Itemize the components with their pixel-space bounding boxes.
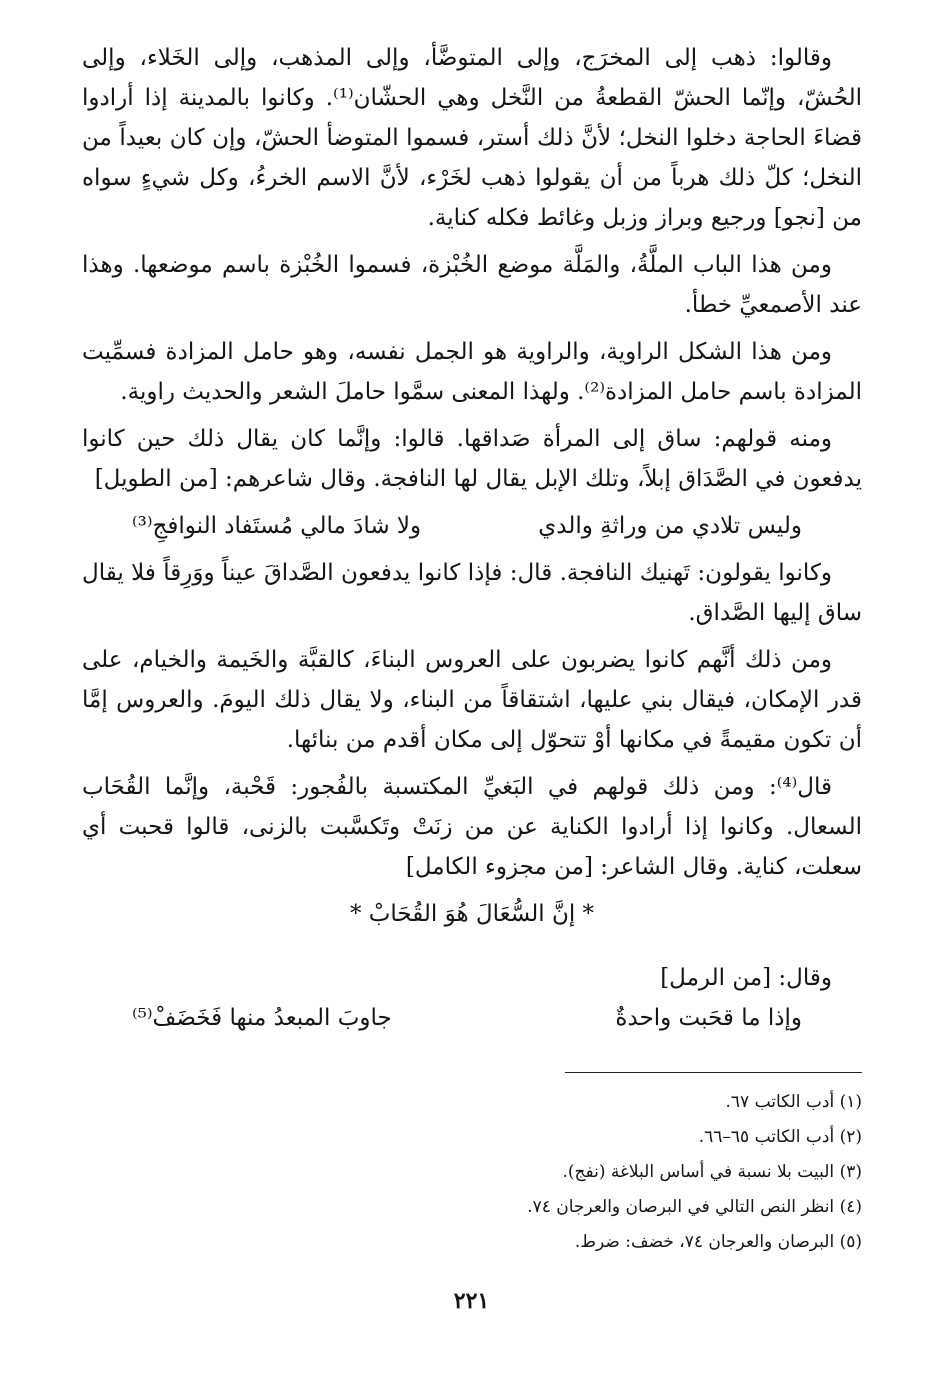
paragraph-5: وكانوا يقولون: تَهنيك النافجة. قال: فإذا كانوا يدفعون الصَّداقَ عيناً ووَرِقاً فلا يقال ساق إليها الصَّداق. — [82, 560, 862, 626]
footnote — [420, 1225, 862, 1260]
paragraph-6: ومن ذلك أنَّهم كانوا يضربون على العروس البناءَ، كالقبَّة والخَيمة والخيام، على قدر الإمكان، فيقال بني عليها، اشتقاقاً من البناء، ولا يقال ذلك اليومَ. والعروس إمَّا أن تكون مقيمةً في مكانها أوْ تتحوّل إلى مكان أقدم من بنائها. — [82, 647, 862, 753]
footnote-number: (٢) — [839, 1127, 862, 1147]
footnote — [420, 1155, 862, 1190]
paragraph-4: ومنه قولهم: ساق إلى المرأة صَداقها. قالوا: وإنَّما كان يقال ذلك حين كانوا يدفعون في الصَّدَاق إبلاً، وتلك الإبل يقال لها النافجة. وقال شاعرهم: [من الطويل] — [82, 426, 862, 492]
footnote-number: (٥) — [839, 1232, 862, 1252]
footnote-text: البيت بلا نسبة في أساس البلاغة (نفج). — [562, 1162, 835, 1182]
main-text — [82, 38, 862, 1045]
hemistich-kamil: * إنَّ السُّعَالَ هُوَ القُحَابْ * — [349, 901, 595, 927]
footnotes — [420, 1085, 862, 1260]
paragraph-2: ومن هذا الباب الملَّةُ، والمَلَّة موضع الخُبْزة، فسموا الخُبْزة باسم موضعها. وهذا عند الأصمعيِّ خطأ. — [82, 252, 862, 318]
footnote — [420, 1190, 862, 1225]
footnote-text: أدب الكاتب ٦٧. — [725, 1092, 835, 1112]
footnote-text: انظر النص التالي في البرصان والعرجان ٧٤. — [527, 1197, 835, 1217]
page-number: ٢٢١ — [453, 1288, 490, 1314]
verse-ramal — [82, 998, 862, 1038]
ramal-intro: وقال: [من الرمل] — [660, 965, 832, 991]
footnote-separator — [565, 1072, 862, 1073]
footnote — [420, 1120, 862, 1155]
verse-second-hemistich: جاوبَ المبعدُ منها فَخَضَفْ⁽⁵⁾ — [132, 1005, 392, 1031]
paragraph-3: ومن هذا الشكل الراوية، والراوية هو الجمل نفسه، وهو حامل المزادة فسمِّيت المزادة باسم حامل المزادة⁽²⁾. ولهذا المعنى سمَّوا حاملَ الشعر والحديث راوية. — [82, 339, 862, 405]
footnote-text: أدب الكاتب ٦٥–٦٦. — [698, 1127, 835, 1147]
footnote-number: (٣) — [839, 1162, 862, 1182]
footnote-number: (١) — [839, 1092, 862, 1112]
paragraph-1: وقالوا: ذهب إلى المخرَج، وإلى المتوضَّأ، وإلى المذهب، وإلى الخَلاء، وإلى الحُشّ، وإنّما الحشّ القطعةُ من النَّخل وهي الحشّان⁽¹⁾. وكانوا بالمدينة إذا أرادوا قضاءَ الحاجة دخلوا النخل؛ لأنَّ ذلك أستر، فسموا المتوضأ الحشّ، وإن كان بعيداً من النخل؛ كلّ ذلك هرباً من أن يقولوا ذهب لخَرْء، لأنَّ الاسم الخرءُ، وكل شيءٍ سواه من [نجو] ورجيع وبراز وزبل وغائط فكله كناية. — [82, 45, 862, 231]
verse-second-hemistich: ولا شادَ مالي مُستَفاد النوافجِ⁽³⁾ — [132, 513, 422, 539]
verse-taweel — [82, 506, 862, 546]
footnote — [420, 1085, 862, 1120]
verse-first-hemistich: وليس تلادي من وراثةِ والدي — [538, 513, 802, 539]
footnote-text: البرصان والعرجان ٧٤، خضف: ضرط. — [574, 1232, 835, 1252]
footnote-number: (٤) — [839, 1197, 862, 1217]
paragraph-7: قال⁽⁴⁾: ومن ذلك قولهم في البَغيِّ المكتسبة بالفُجور: قَحْبة، وإنَّما القُحَاب السعال. وكانوا إذا أرادوا الكناية عن من زنَتْ وتَكسَّبت بالزنى، قالوا قحبت أي سعلت، كناية. وقال الشاعر: [من مجزوء الكامل] — [82, 774, 862, 880]
verse-first-hemistich: وإذا ما قحَبت واحدةٌ — [615, 1005, 802, 1031]
